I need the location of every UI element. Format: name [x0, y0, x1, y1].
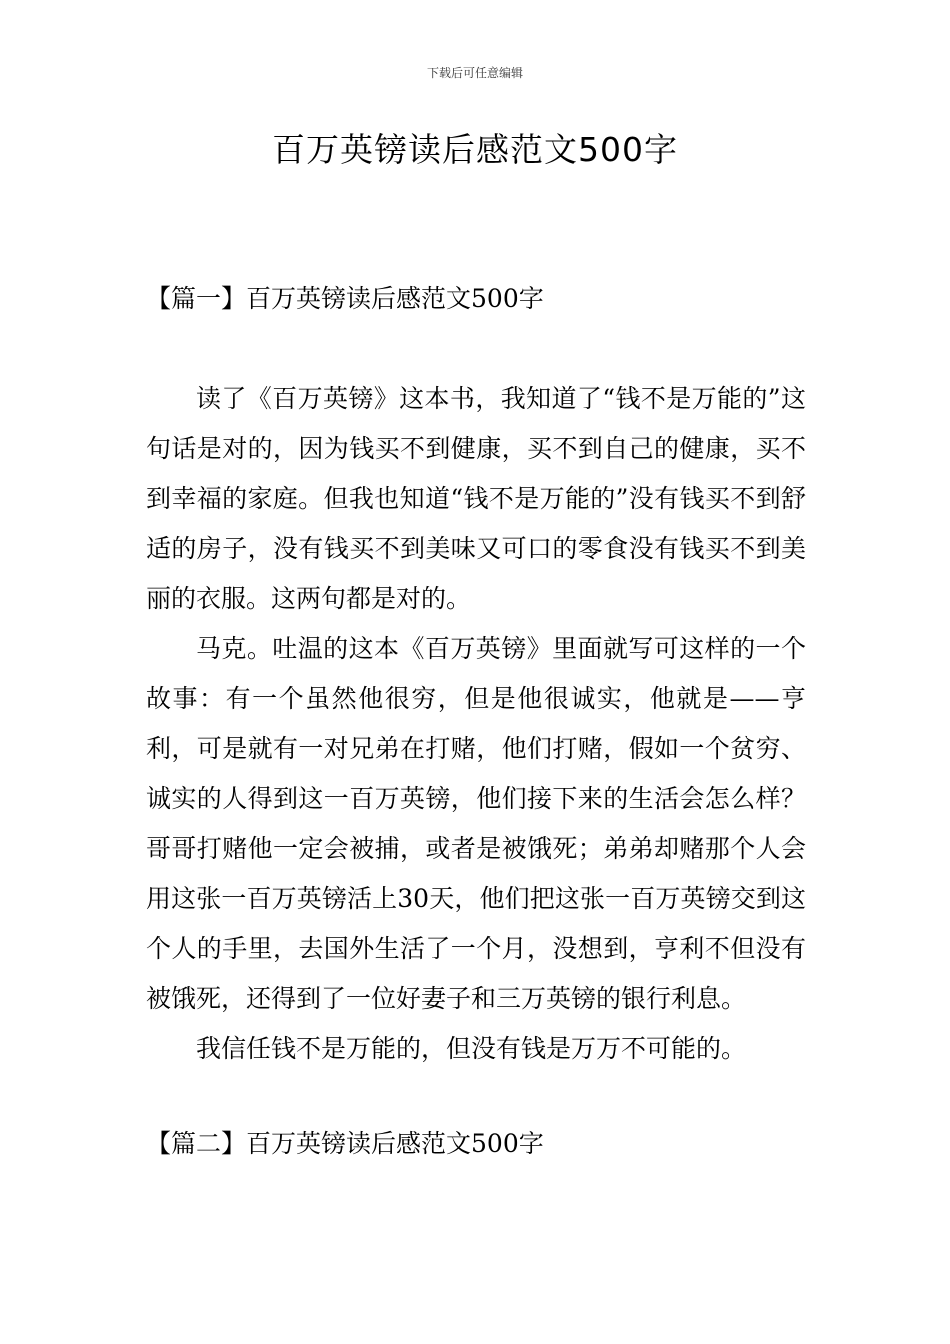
header-note: 下载后可任意编辑: [426, 66, 523, 80]
section-1-heading: 【篇一】百万英镑读后感范文500字: [146, 284, 544, 313]
section-2-heading: 【篇二】百万英镑读后感范文500字: [146, 1129, 544, 1158]
paragraph-1: 读了《百万英镑》这本书，我知道了“钱不是万能的”这句话是对的，因为钱买不到健康，买不到自己的健康，买不到幸福的家庭。但我也知道“钱不是万能的”没有钱买不到舒适的房子，没有钱买不到美味又可口的零食没有钱买不到美丽的衣服。这两句都是对的。: [146, 384, 806, 613]
section-1-body: [146, 374, 806, 1074]
section-2-heading-block: [146, 1119, 806, 1169]
paragraph-3: 我信任钱不是万能的，但没有钱是万万不可能的。: [196, 1034, 747, 1063]
section-1-heading-block: [146, 274, 806, 324]
document-title: 百万英镑读后感范文500字: [272, 130, 678, 169]
paragraph-2: 马克。吐温的这本《百万英镑》里面就写可这样的一个故事：有一个虽然他很穷，但是他很诚实，他就是——亨利，可是就有一对兄弟在打赌，他们打赌，假如一个贫穷、诚实的人得到这一百万英镑，他们接下来的生活会怎么样？哥哥打赌他一定会被捕，或者是被饿死；弟弟却赌那个人会用这张一百万英镑活上30天，他们把这张一百万英镑交到这个人的手里，去国外生活了一个月，没想到，亨利不但没有被饿死，还得到了一位好妻子和三万英镑的银行利息。: [146, 634, 806, 1013]
